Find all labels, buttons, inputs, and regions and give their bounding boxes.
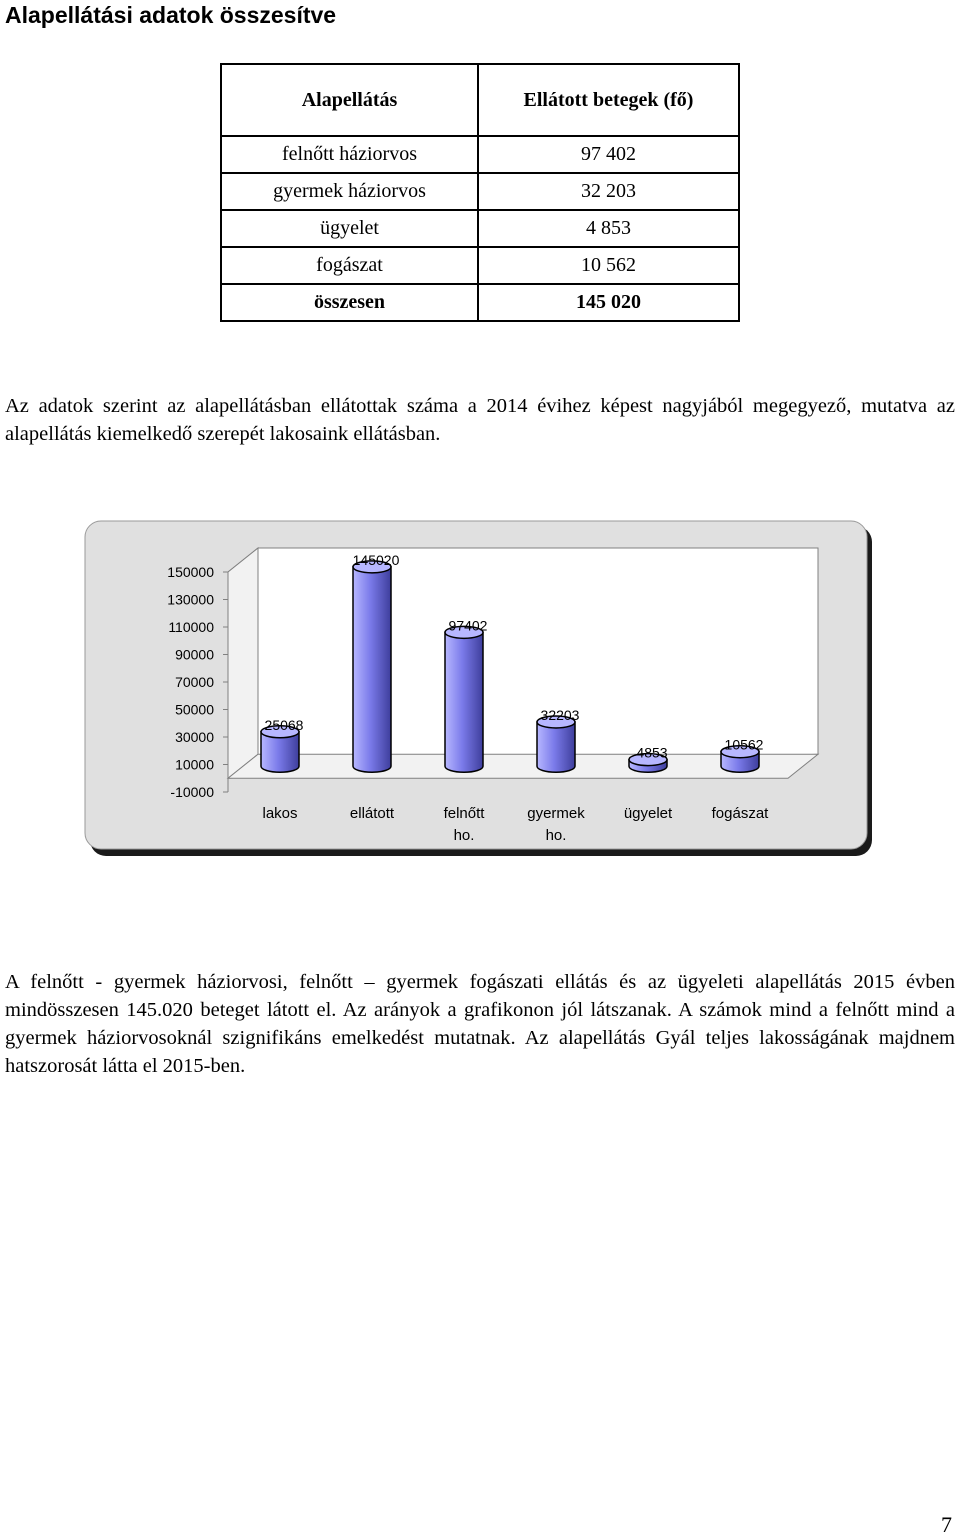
y-tick-label: 10000 <box>175 756 214 773</box>
page-number: 7 <box>941 1512 952 1537</box>
x-category-label: gyermek <box>527 805 585 822</box>
bar-data-label: 10562 <box>724 736 764 753</box>
y-tick-label: 90000 <box>175 646 214 663</box>
bar-data-label: 25068 <box>264 716 304 733</box>
x-category-label: fogászat <box>711 805 769 822</box>
x-category-label: ellátott <box>349 805 395 822</box>
row-label: felnőtt háziorvos <box>221 136 478 173</box>
summary-paragraph: A felnőtt - gyermek háziorvosi, felnőtt – gyermek fogászati ellátás és az ügyeleti alapellátás 2015 évben mindösszesen 145.020 beteget látott el. Az arányok a grafikonon jól látszanak. A számok mind a felnőtt mind a gyermek háziorvosoknál szignifikáns emelkedést mutatnak. Az alapellátás Gyál teljes lakosságának majdnem hatszorosát látta el 2015-ben. <box>5 971 955 1077</box>
row-value: 4 853 <box>478 210 739 247</box>
y-tick-label: 130000 <box>167 591 214 608</box>
bar-cylinder-body <box>353 567 391 772</box>
x-category-label: ügyelet <box>623 805 673 822</box>
x-category-label: felnőtt <box>443 805 485 822</box>
column-header-patients: Ellátott betegek (fő) <box>478 64 739 136</box>
y-tick-label: 150000 <box>167 564 214 580</box>
y-tick-label: 50000 <box>175 701 214 718</box>
x-category-label: ho. <box>453 827 475 844</box>
table-row <box>221 210 739 247</box>
y-tick-label: 70000 <box>175 674 214 690</box>
total-label: összesen <box>221 284 478 321</box>
total-value: 145 020 <box>478 284 739 321</box>
bar-chart <box>84 520 876 860</box>
table-header-row <box>221 64 739 136</box>
chart-side-wall <box>228 548 258 778</box>
table-row <box>221 136 739 173</box>
chart-svg <box>84 520 876 860</box>
bar-cylinder-body <box>537 722 575 772</box>
page-title: Alapellátási adatok összesítve <box>5 2 337 28</box>
row-value: 10 562 <box>478 247 739 284</box>
bar-data-label: 32203 <box>540 706 580 723</box>
x-category-label: lakos <box>262 805 298 822</box>
column-header-category: Alapellátás <box>221 64 478 136</box>
y-tick-label: -10000 <box>170 784 214 800</box>
intro-paragraph: Az adatok szerint az alapellátásban ellátottak száma a 2014 évihez képest nagyjából megegyező, mutatva az alapellátás kiemelkedő szerepét lakosaink ellátásban. <box>5 395 955 445</box>
row-label: gyermek háziorvos <box>221 173 478 210</box>
row-value: 97 402 <box>478 136 739 173</box>
row-label: ügyelet <box>221 210 478 247</box>
bar-data-label: 97402 <box>448 617 488 634</box>
table-row <box>221 247 739 284</box>
table-row <box>221 173 739 210</box>
summary-table <box>220 63 740 322</box>
y-tick-label: 110000 <box>168 619 214 635</box>
bar-data-label: 4853 <box>636 744 668 761</box>
table-total-row <box>221 284 739 321</box>
bar-data-label: 145020 <box>352 551 400 568</box>
row-value: 32 203 <box>478 173 739 210</box>
row-label: fogászat <box>221 247 478 284</box>
y-tick-label: 30000 <box>175 729 214 745</box>
x-category-label: ho. <box>545 827 567 844</box>
bar-cylinder-body <box>445 632 483 772</box>
